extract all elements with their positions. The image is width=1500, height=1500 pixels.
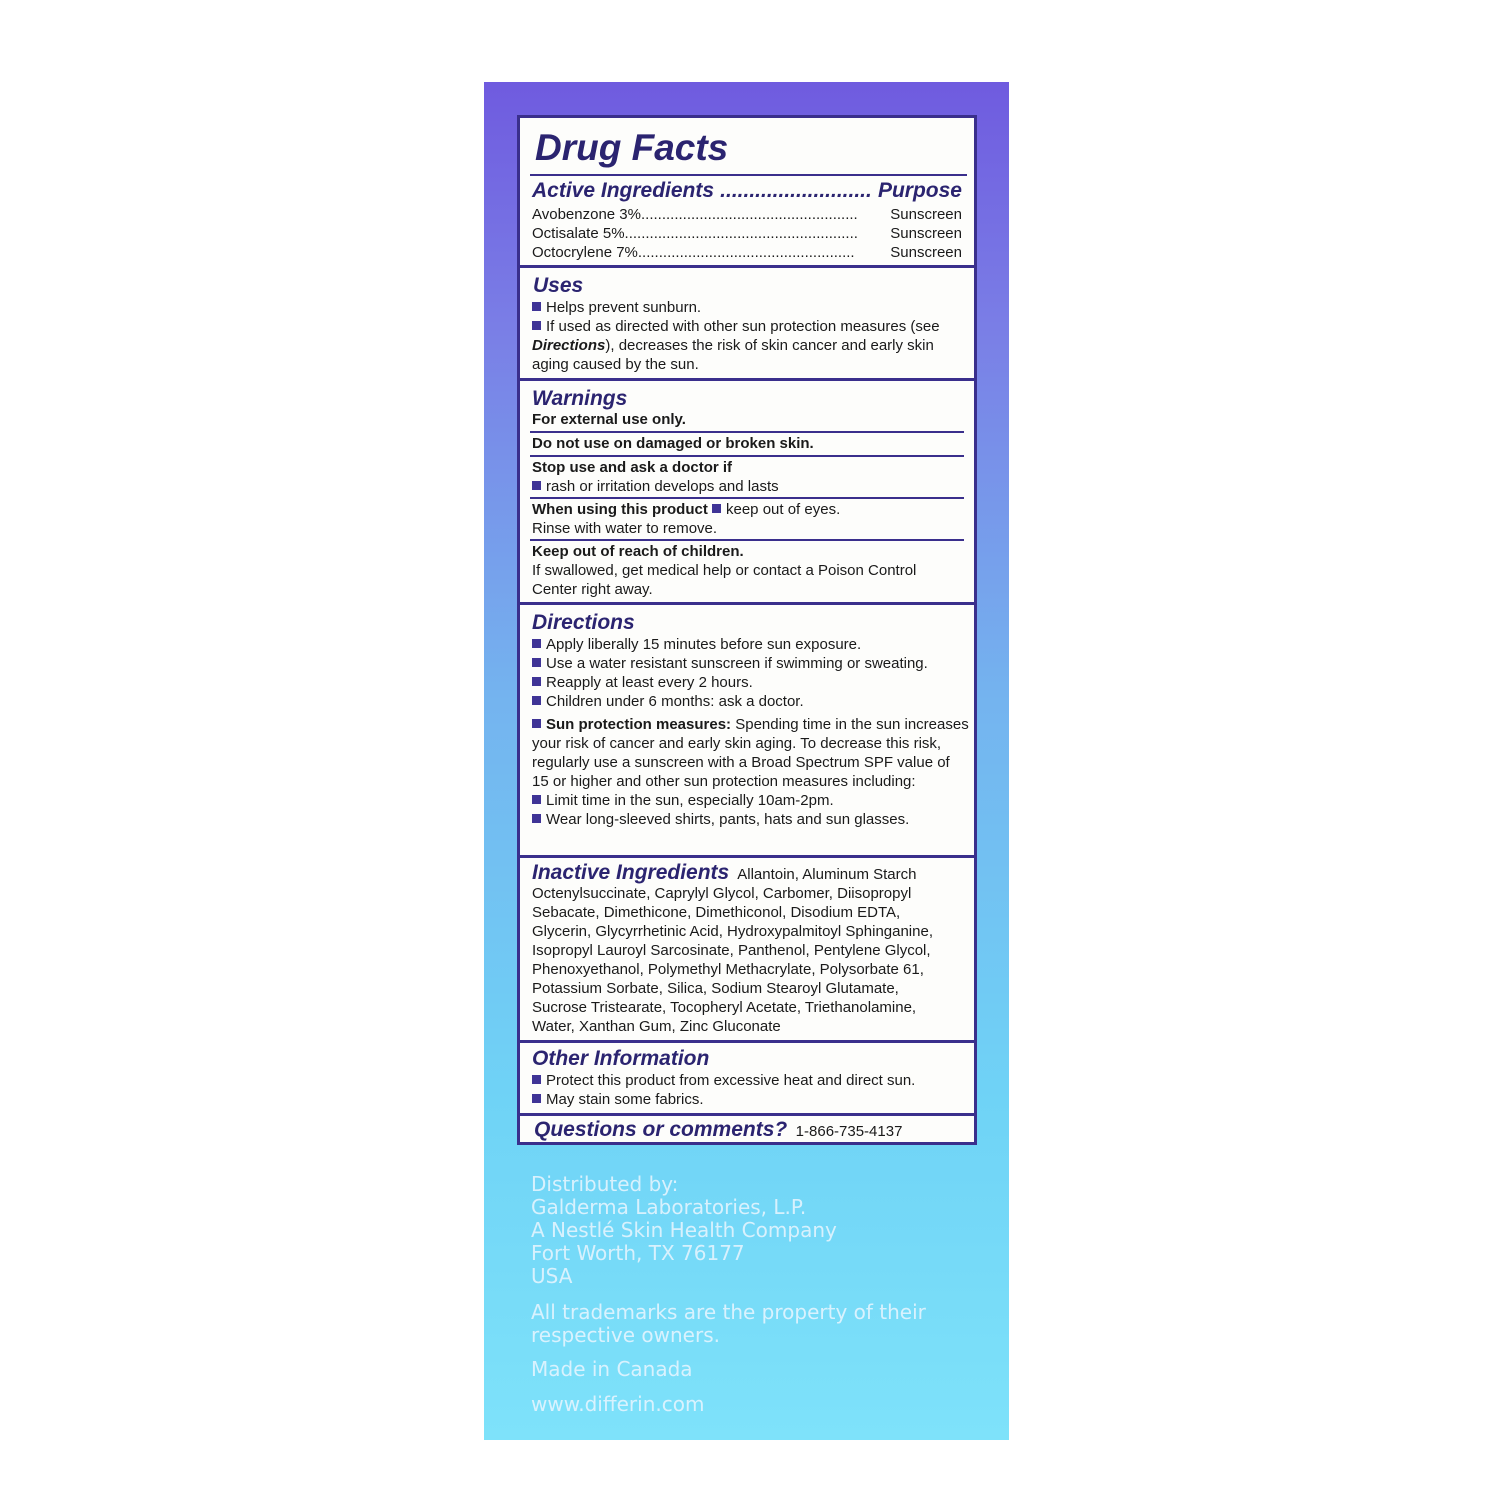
bullet-square-icon: [532, 658, 541, 667]
title-rule: [530, 174, 967, 176]
warning-rule: [530, 431, 964, 433]
ingredient-name: Octocrylene 7%: [532, 244, 638, 261]
bullet-square-icon: [532, 719, 541, 728]
do-not-use: Do not use on damaged or broken skin.: [532, 435, 814, 452]
bullet-square-icon: [532, 639, 541, 648]
sun-item: Wear long-sleeved shirts, pants, hats and sun glasses.: [532, 810, 970, 829]
sun-item: Limit time in the sun, especially 10am-2pm.: [532, 791, 970, 810]
ingredient-purpose: Sunscreen: [890, 206, 962, 223]
distributor-line: Galderma Laboratories, L.P.: [531, 1195, 807, 1219]
ingredient-purpose: Sunscreen: [890, 225, 962, 242]
distributor-line: A Nestlé Skin Health Company: [531, 1218, 837, 1242]
warning-rule: [530, 455, 964, 457]
inactive-text: Inactive Ingredients Allantoin, Aluminum Starch Octenylsuccinate, Caprylyl Glycol, Carbomer, Diisopropyl Sebacate, Dimethicone, Dimethiconol, Disodium EDTA, Glycerin, Glycyrrhetinic Acid, Hydroxypalmitoyl Sphinganine, Isopropyl Lauroyl Sarcosinate, Panthenol, Pentylene Glycol, Phenoxyethanol, Polymethyl Methacrylate, Polysorbate 61, Potassium Sorbate, Silica, Sodium Stearoyl Glutamate, Sucrose Tristearate, Tocopheryl Acetate, Triethanolamine, Water, Xanthan Gum, Zinc Gluconate: [532, 861, 933, 1035]
other-list: [532, 1071, 964, 1109]
bullet-square-icon: [532, 1075, 541, 1084]
bullet-square-icon: [532, 302, 541, 311]
leader-dots: ....................................................: [640, 206, 858, 223]
drug-facts-panel: [517, 115, 977, 1145]
drug-facts-title: Drug Facts: [535, 127, 729, 168]
uses-list: [532, 298, 964, 374]
uses-item: Helps prevent sunburn.: [532, 298, 964, 317]
inactive-heading: Inactive Ingredients: [532, 861, 730, 884]
purpose-heading: Purpose: [877, 179, 962, 202]
directions-section: [520, 602, 974, 858]
ingredient-name: Avobenzone 3%: [532, 206, 641, 223]
other-item: May stain some fabrics.: [532, 1090, 964, 1109]
active-row: [532, 224, 962, 243]
keep-out-of-reach: Keep out of reach of children. If swallowed, get medical help or contact a Poison Control Center right away.: [532, 543, 917, 598]
distributor-line: Fort Worth, TX 76177: [531, 1241, 745, 1265]
website-link[interactable]: www.differin.com: [531, 1392, 705, 1416]
warnings-section: [520, 378, 974, 605]
active-row: [532, 205, 962, 224]
directions-item: Children under 6 months: ask a doctor.: [532, 692, 970, 711]
ingredient-purpose: Sunscreen: [890, 244, 962, 261]
active-ingredients-heading: Active Ingredients: [532, 179, 715, 202]
distributor-line: USA: [531, 1264, 573, 1288]
warning-rule: [530, 539, 964, 541]
active-row: [532, 243, 962, 262]
directions-list: [532, 635, 970, 829]
made-in: Made in Canada: [531, 1357, 693, 1381]
distributor-line: Distributed by:: [531, 1172, 679, 1196]
phone-number[interactable]: 1-866-735-4137: [795, 1123, 903, 1140]
directions-heading: Directions: [532, 611, 635, 634]
directions-item: Use a water resistant sunscreen if swimming or sweating.: [532, 654, 970, 673]
bullet-square-icon: [532, 795, 541, 804]
external-use: For external use only.: [532, 411, 686, 428]
active-rows: [532, 205, 962, 262]
questions-heading: Questions or comments?: [534, 1118, 788, 1141]
directions-item: Apply liberally 15 minutes before sun exposure.: [532, 635, 970, 654]
other-item: Protect this product from excessive heat and direct sun.: [532, 1071, 964, 1090]
active-dots: ..........................: [720, 179, 872, 202]
questions-section: [520, 1113, 974, 1145]
trademarks-notice: All trademarks are the property of their respective owners.: [531, 1300, 926, 1347]
sun-protection: Sun protection measures: Spending time in the sun increases your risk of cancer and early skin aging. To decrease this risk, regularly use a sunscreen with a Broad Spectrum SPF value of 15 or higher and other sun protection measures including:: [532, 716, 969, 790]
leader-dots: .......................................................: [628, 225, 858, 242]
bullet-square-icon: [532, 1094, 541, 1103]
ingredient-name: Octisalate 5%.: [532, 225, 629, 242]
uses-heading: Uses: [533, 274, 584, 297]
uses-item: If used as directed with other sun protection measures (see Directions), decreases the risk of skin cancer and early skin aging caused by the sun.: [532, 318, 940, 373]
uses-section: [520, 265, 974, 381]
active-ingredients-section: [520, 118, 974, 265]
bullet-square-icon: [532, 481, 541, 490]
when-using: When using this product keep out of eyes. Rinse with water to remove.: [532, 501, 841, 537]
other-information-section: [520, 1040, 974, 1116]
warnings-heading: Warnings: [532, 387, 628, 410]
directions-item: Reapply at least every 2 hours.: [532, 673, 970, 692]
bullet-square-icon: [532, 321, 541, 330]
bullet-square-icon: [532, 677, 541, 686]
distributor-block: [531, 1173, 837, 1288]
active-header-row: [532, 178, 962, 204]
leader-dots: ....................................................: [637, 244, 855, 261]
warning-rule: [530, 497, 964, 499]
bullet-square-icon: [532, 696, 541, 705]
inactive-ingredients-section: [520, 855, 974, 1043]
bullet-square-icon: [712, 504, 721, 513]
stop-use: Stop use and ask a doctor if rash or irritation develops and lasts: [532, 459, 779, 495]
bullet-square-icon: [532, 814, 541, 823]
other-info-heading: Other Information: [532, 1047, 710, 1070]
